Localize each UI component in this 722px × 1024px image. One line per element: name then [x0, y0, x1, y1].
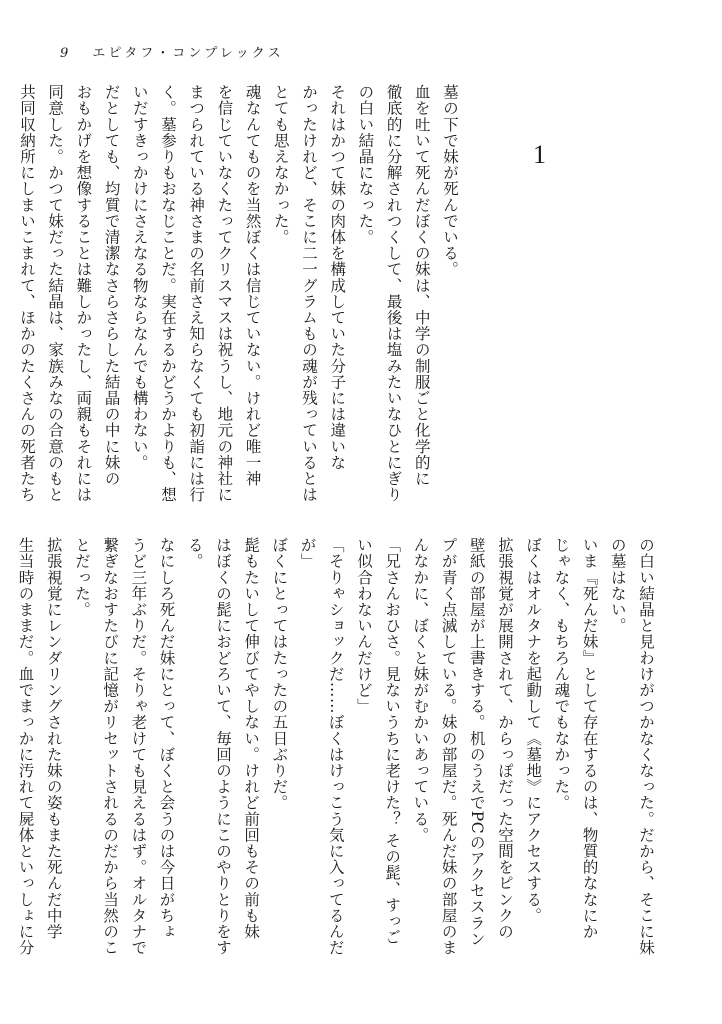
text-line: それはかつて妹の肉体を構成していた分子には違いな [328, 84, 347, 471]
text-line: 壁紙の部屋が上書きする。机のうえでPCのアクセスラン [467, 537, 486, 947]
text-line: 血を吐いて死んだぼくの妹は、中学の制服ごと化学的に [412, 84, 431, 487]
text-line: プが青く点滅している。妹の部屋だ。死んだ妹の部屋のま [439, 537, 458, 956]
text-line: とだった。 [72, 537, 91, 618]
text-line: 同意した。かつて妹だった結晶は、家族みなの合意のもと [46, 84, 65, 503]
text-line: 「そりゃショックだ……ぼくはけっこう気に入ってるんだ [326, 537, 345, 956]
text-line: なにしろ死んだ妹にとって、ぼくと会うのは今日がちょ [157, 537, 176, 940]
text-line: かったけれど、そこに二一グラムもの魂が残っているとは [299, 84, 318, 503]
text-line: 拡張視覚にレンダリングされた妹の姿もまた死んだ中学 [44, 537, 63, 940]
text-line: いま『死んだ妹』として存在するのは、物質的ななにか [580, 537, 599, 940]
text-line: 髭もたいして伸びてやしない。けれど前回もその前も妹 [242, 537, 261, 940]
text-line: 「兄さんおひさ。見ないうちに老けた？ その髭、すっご [383, 537, 402, 946]
text-line: 徹底的に分解されつくして、最後は塩みたいなひとにぎり [384, 84, 403, 503]
text-line: うど三年ぶりだ。そりゃ老けても見えるはず。オルタナで [129, 537, 148, 956]
text-line: おもかげを想像することは難しかったし、両親もそれには [74, 84, 93, 503]
text-line: いだすきっかけにさえなる物ならなんでも構わない。 [130, 84, 149, 471]
page-number: 9 [60, 46, 72, 61]
text-line: だとしても、均質で清潔なさらさらした結晶の中に妹の [102, 84, 121, 487]
text-line: い似合わないんだけど」 [354, 537, 373, 715]
text-line: 拡張視覚が展開されて、からっぽだった空間をピンクの [495, 537, 514, 940]
text-line: の墓はない。 [608, 537, 627, 634]
text-line: 墓の下で妹が死んでいる。 [441, 84, 459, 278]
text-line: まつられている神さまの名前さえ知らなくても初詣には行 [187, 84, 206, 503]
top-text-block [17, 84, 464, 504]
text-line: はぼくの髭におどろいて、毎回のようにこのやりとりをす [213, 537, 232, 956]
text-line: る。 [185, 537, 204, 570]
text-line: ぼくはオルタナを起動して《墓地》にアクセスする。 [524, 537, 543, 924]
text-line: 生当時のままだ。血でまっかに汚れて屍体といっしょに分 [16, 537, 35, 956]
text-line: とても思えなかった。 [271, 84, 290, 245]
text-line: 共同収納所にしまいこまれて、ほかのたくさんの死者たち [17, 84, 36, 503]
bottom-text-block [16, 537, 660, 957]
text-line: く。墓参りもおなじことだ。実在するかどうかよりも、想 [158, 84, 177, 503]
text-line: 繋ぎなおすたびに記憶がリセットされるのだから当然のこ [101, 537, 120, 956]
text-line: の白い結晶になった。 [356, 84, 375, 245]
running-title: エピタフ・コンプレックス [92, 46, 284, 61]
text-line: んなかに、ぼくと妹がむかいあっている。 [411, 537, 430, 843]
text-line: ぼくにとってはたったの五日ぶりだ。 [270, 537, 289, 811]
text-line: の白い結晶と見わけがつかなくなった。だから、そこに妹 [637, 537, 655, 956]
text-line: 魂なんてものを当然ぼくは信じていない。けれど唯一神 [243, 84, 262, 487]
running-head [60, 42, 284, 61]
text-line: が」 [298, 537, 317, 570]
text-line: を信じていなくたってクリスマスは祝うし、地元の神社に [215, 84, 234, 503]
chapter-number: 1 [533, 140, 546, 169]
text-line: じゃなく、もちろん魂でもなかった。 [552, 537, 571, 811]
